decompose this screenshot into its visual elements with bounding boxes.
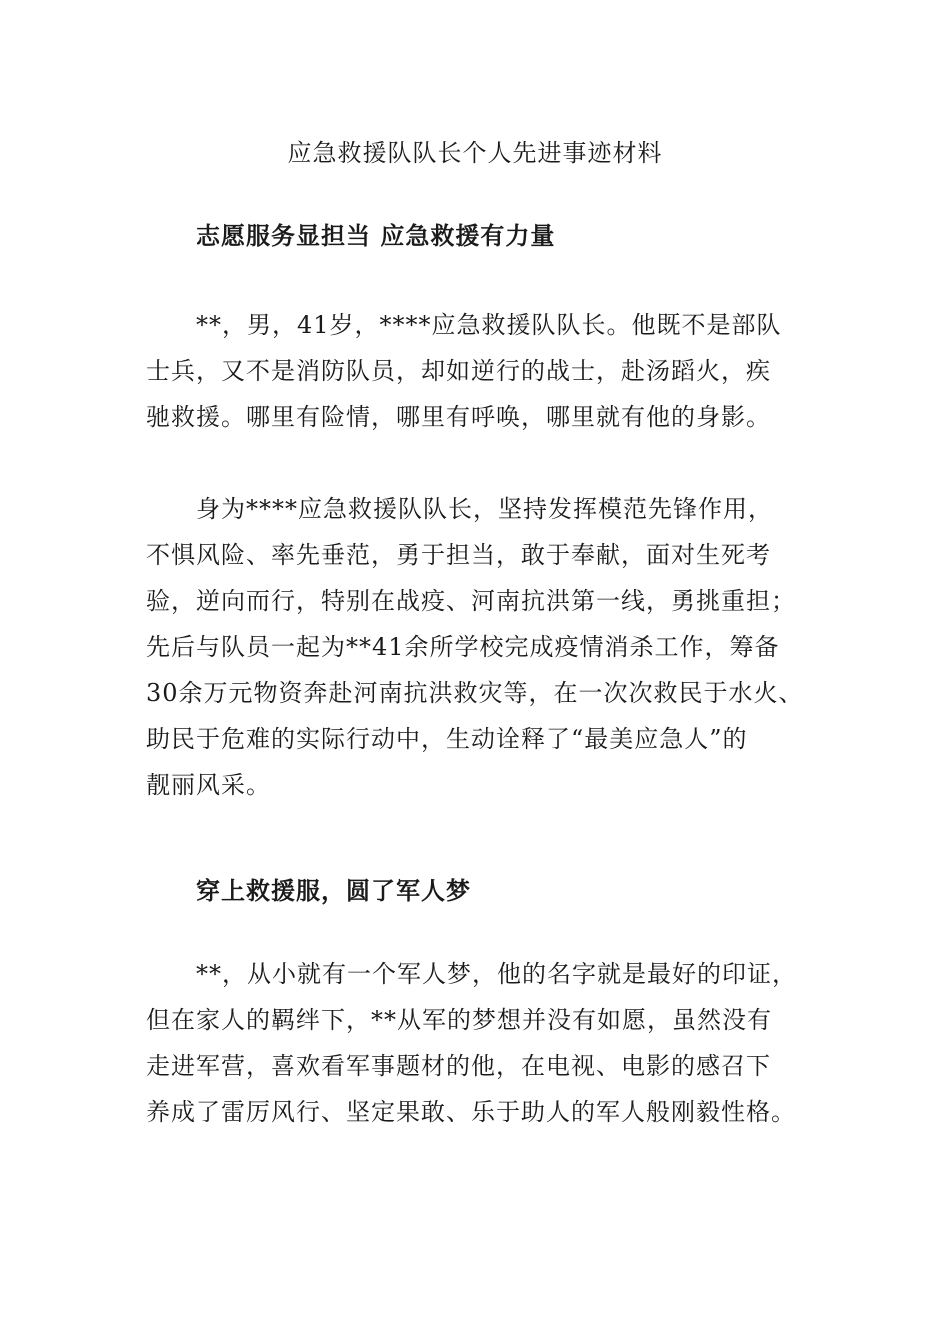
paragraph-2 xyxy=(146,486,826,808)
paragraph-line: **，从小就有一个军人梦，他的名字就是最好的印证， xyxy=(146,960,797,988)
paragraph-line: 30余万元物资奔赴河南抗洪救灾等，在一次次救民于水火、 xyxy=(146,679,804,707)
paragraph-line: 身为****应急救援队队长，坚持发挥模范先锋作用， xyxy=(146,495,773,523)
section-heading-1: 志愿服务显担当 应急救援有力量 xyxy=(196,221,556,250)
paragraph-line: 驰救援。哪里有险情，哪里有呼唤，哪里就有他的身影。 xyxy=(146,403,771,431)
paragraph-line: 养成了雷厉风行、坚定果敢、乐于助人的军人般刚毅性格。 xyxy=(146,1098,796,1126)
paragraph-line: 但在家人的羁绊下，**从军的梦想并没有如愿，虽然没有 xyxy=(146,1006,772,1034)
section-heading-2: 穿上救援服，圆了军人梦 xyxy=(196,876,471,905)
paragraph-line: 靓丽风采。 xyxy=(146,771,271,799)
paragraph-line: **，男，41岁，****应急救援队队长。他既不是部队 xyxy=(146,311,782,339)
paragraph-1 xyxy=(146,302,826,440)
paragraph-line: 走进军营，喜欢看军事题材的他，在电视、电影的感召下 xyxy=(146,1052,771,1080)
paragraph-line: 不惧风险、率先垂范，勇于担当，敢于奉献，面对生死考 xyxy=(146,541,771,569)
paragraph-3 xyxy=(146,951,826,1135)
paragraph-line: 验，逆向而行，特别在战疫、河南抗洪第一线，勇挑重担； xyxy=(146,587,796,615)
document-title: 应急救援队队长个人先进事迹材料 xyxy=(287,139,663,167)
paragraph-line: 助民于危难的实际行动中，生动诠释了“最美应急人”的 xyxy=(146,725,748,753)
paragraph-line: 士兵，又不是消防队员，却如逆行的战士，赴汤蹈火，疾 xyxy=(146,357,771,385)
paragraph-line: 先后与队员一起为**41余所学校完成疫情消杀工作，筹备 xyxy=(146,633,780,661)
